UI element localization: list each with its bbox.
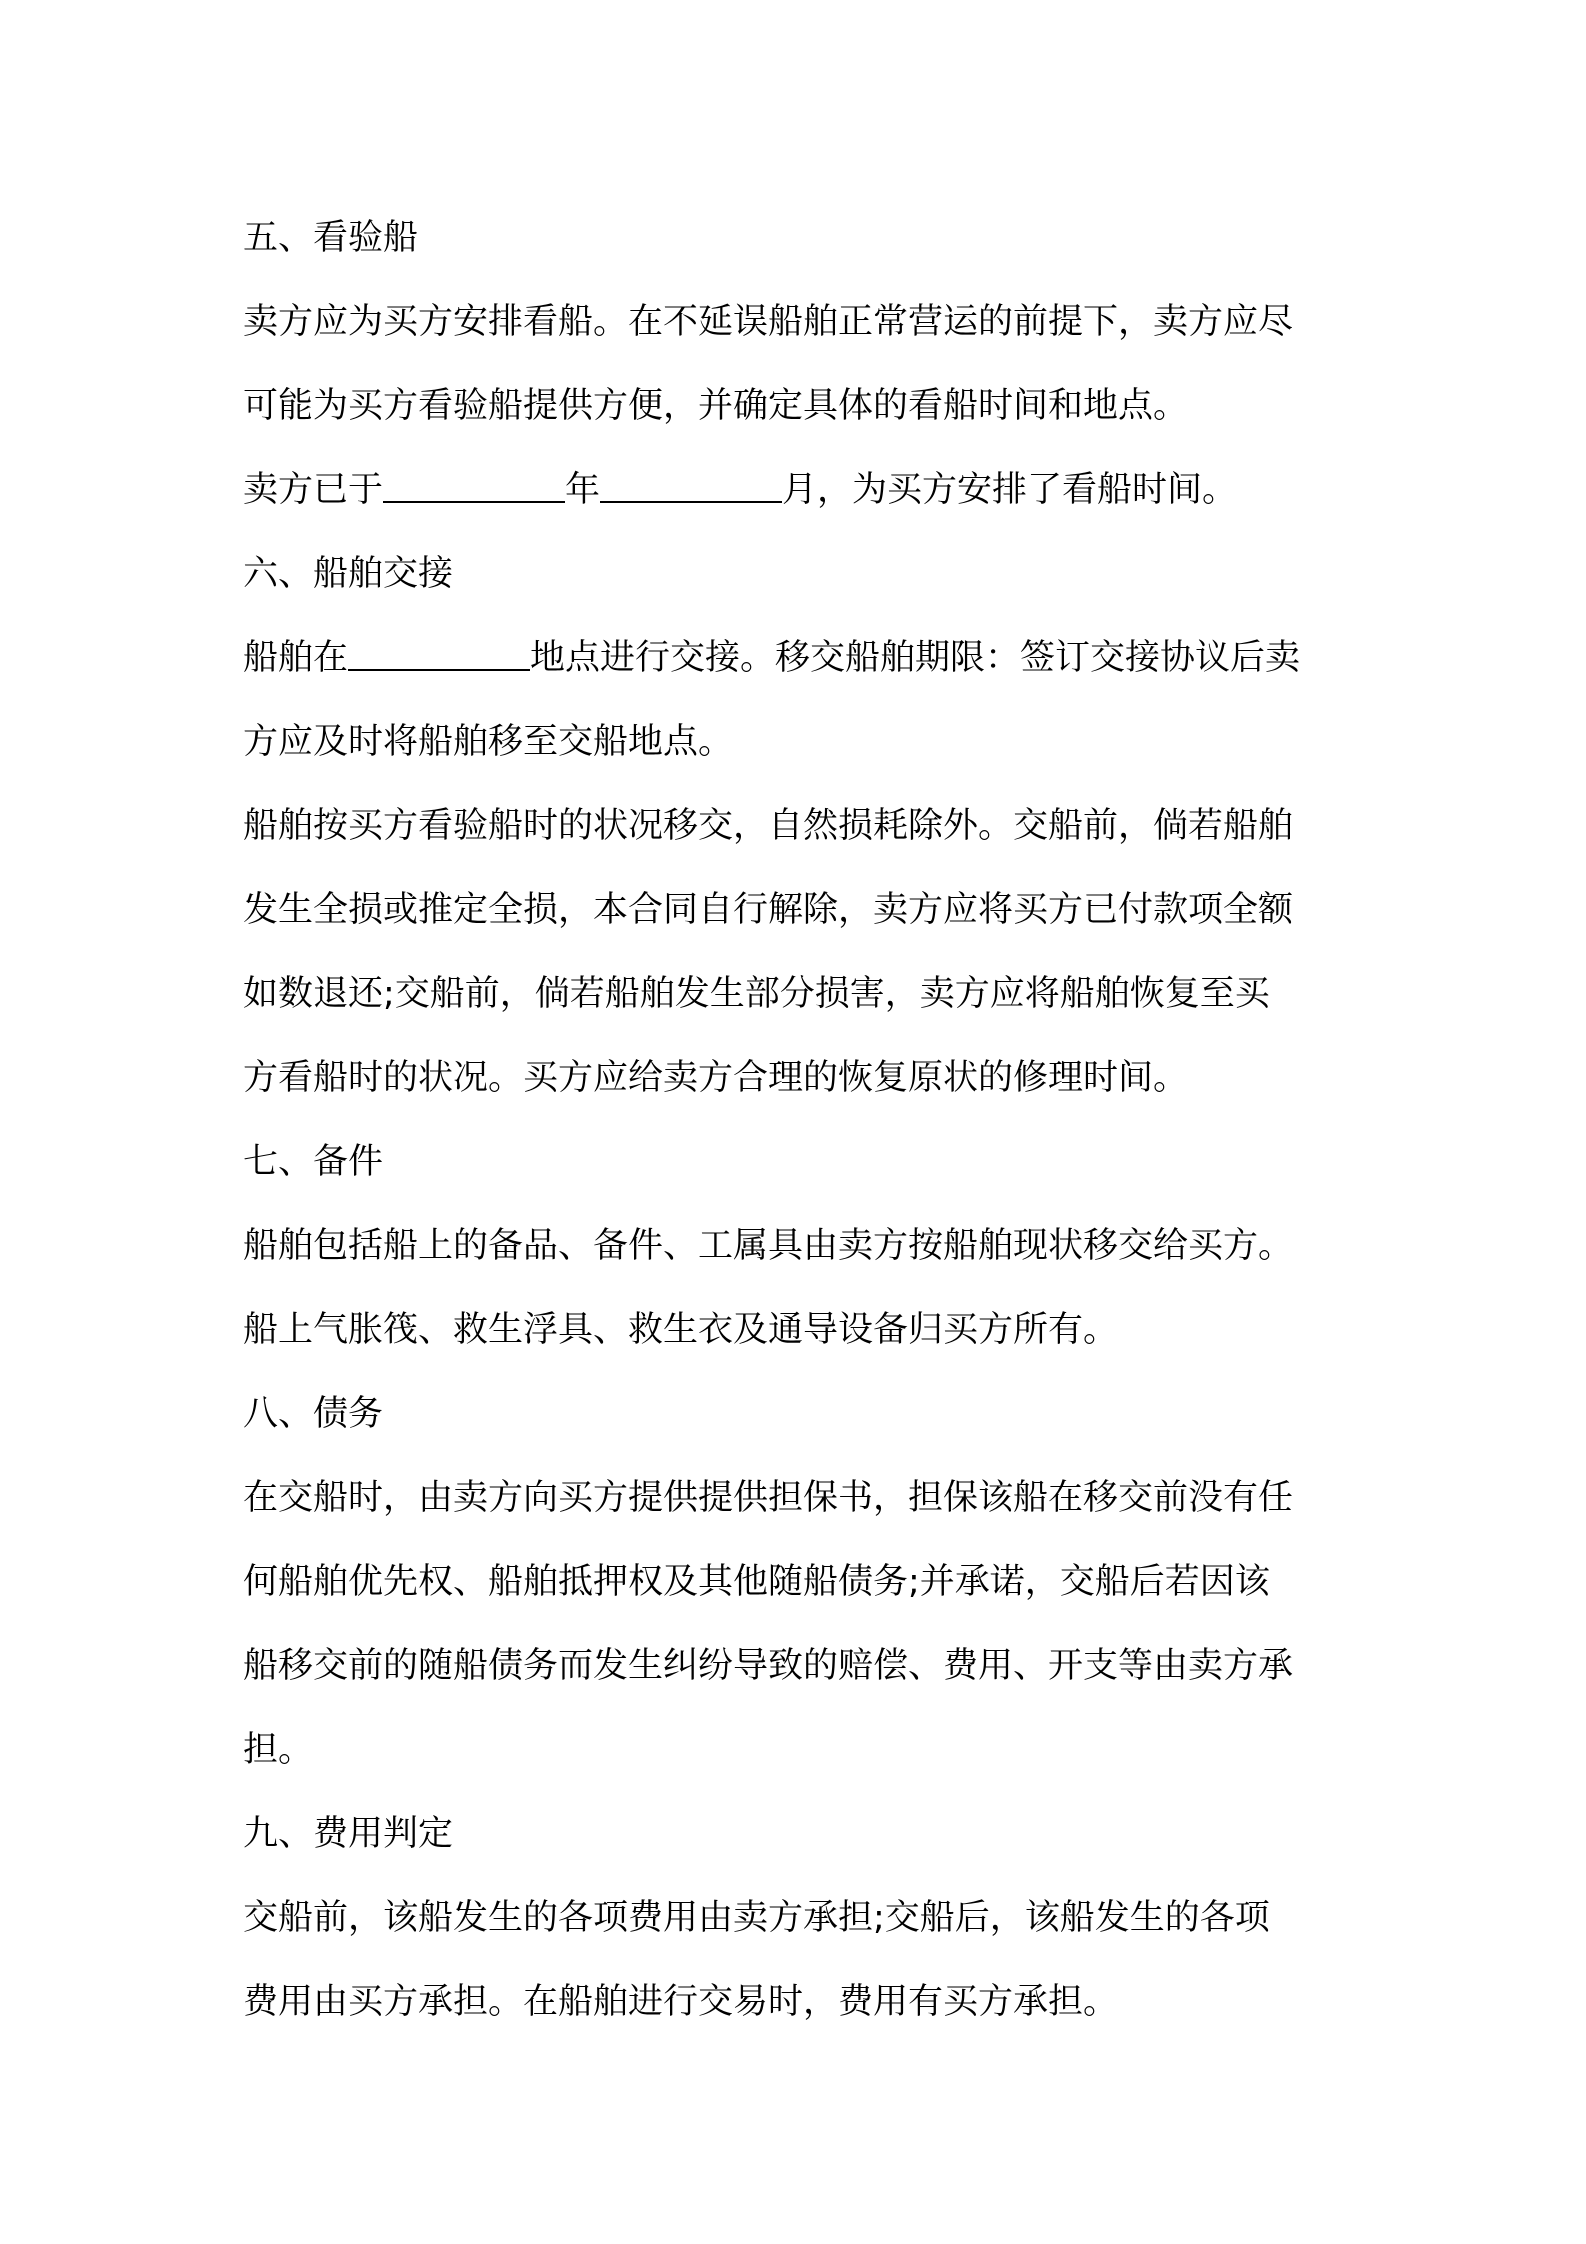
section-heading-expenses: 九、费用判定	[243, 1814, 454, 1854]
section-heading-spare-parts: 七、备件	[243, 1142, 384, 1182]
section-heading-handover: 六、船舶交接	[243, 554, 454, 594]
handover-suffix: 地点进行交接。移交船舶期限：签订交接协议后卖	[530, 638, 1301, 678]
document-page	[243, 196, 1353, 2044]
paragraph-line: 方看船时的状况。买方应给卖方合理的恢复原状的修理时间。	[243, 1058, 1189, 1098]
paragraph-line: 担。	[243, 1730, 314, 1770]
paragraph-line: 船舶包括船上的备品、备件、工属具由卖方按船舶现状移交给买方。	[243, 1226, 1294, 1266]
year-blank	[383, 469, 565, 503]
paragraph-line: 费用由买方承担。在船舶进行交易时，费用有买方承担。	[243, 1982, 1119, 2022]
paragraph-line: 如数退还;交船前，倘若船舶发生部分损害，卖方应将船舶恢复至买	[243, 974, 1270, 1014]
paragraph-line: 可能为买方看验船提供方便，并确定具体的看船时间和地点。	[243, 386, 1189, 426]
schedule-middle: 年	[565, 470, 601, 510]
handover-location-line	[243, 616, 1353, 700]
inspection-schedule-line	[243, 448, 1353, 532]
paragraph-line: 交船前，该船发生的各项费用由卖方承担;交船后，该船发生的各项	[243, 1898, 1270, 1938]
schedule-prefix: 卖方已于	[243, 470, 384, 510]
section-heading-inspection: 五、看验船	[243, 218, 419, 258]
section-heading-debts: 八、债务	[243, 1394, 384, 1434]
paragraph-line: 船上气胀筏、救生浮具、救生衣及通导设备归买方所有。	[243, 1310, 1119, 1350]
paragraph-line: 方应及时将船舶移至交船地点。	[243, 722, 734, 762]
paragraph-line: 在交船时，由卖方向买方提供提供担保书，担保该船在移交前没有任	[243, 1478, 1294, 1518]
location-blank	[348, 637, 530, 671]
month-blank	[600, 469, 782, 503]
paragraph-line: 卖方应为买方安排看船。在不延误船舶正常营运的前提下，卖方应尽	[243, 302, 1294, 342]
handover-prefix: 船舶在	[243, 638, 349, 678]
paragraph-line: 船移交前的随船债务而发生纠纷导致的赔偿、费用、开支等由卖方承	[243, 1646, 1294, 1686]
paragraph-line: 发生全损或推定全损，本合同自行解除，卖方应将买方已付款项全额	[243, 890, 1294, 930]
schedule-suffix: 月，为买方安排了看船时间。	[782, 470, 1238, 510]
paragraph-line: 何船舶优先权、船舶抵押权及其他随船债务;并承诺，交船后若因该	[243, 1562, 1270, 1602]
paragraph-line: 船舶按买方看验船时的状况移交，自然损耗除外。交船前，倘若船舶	[243, 806, 1294, 846]
